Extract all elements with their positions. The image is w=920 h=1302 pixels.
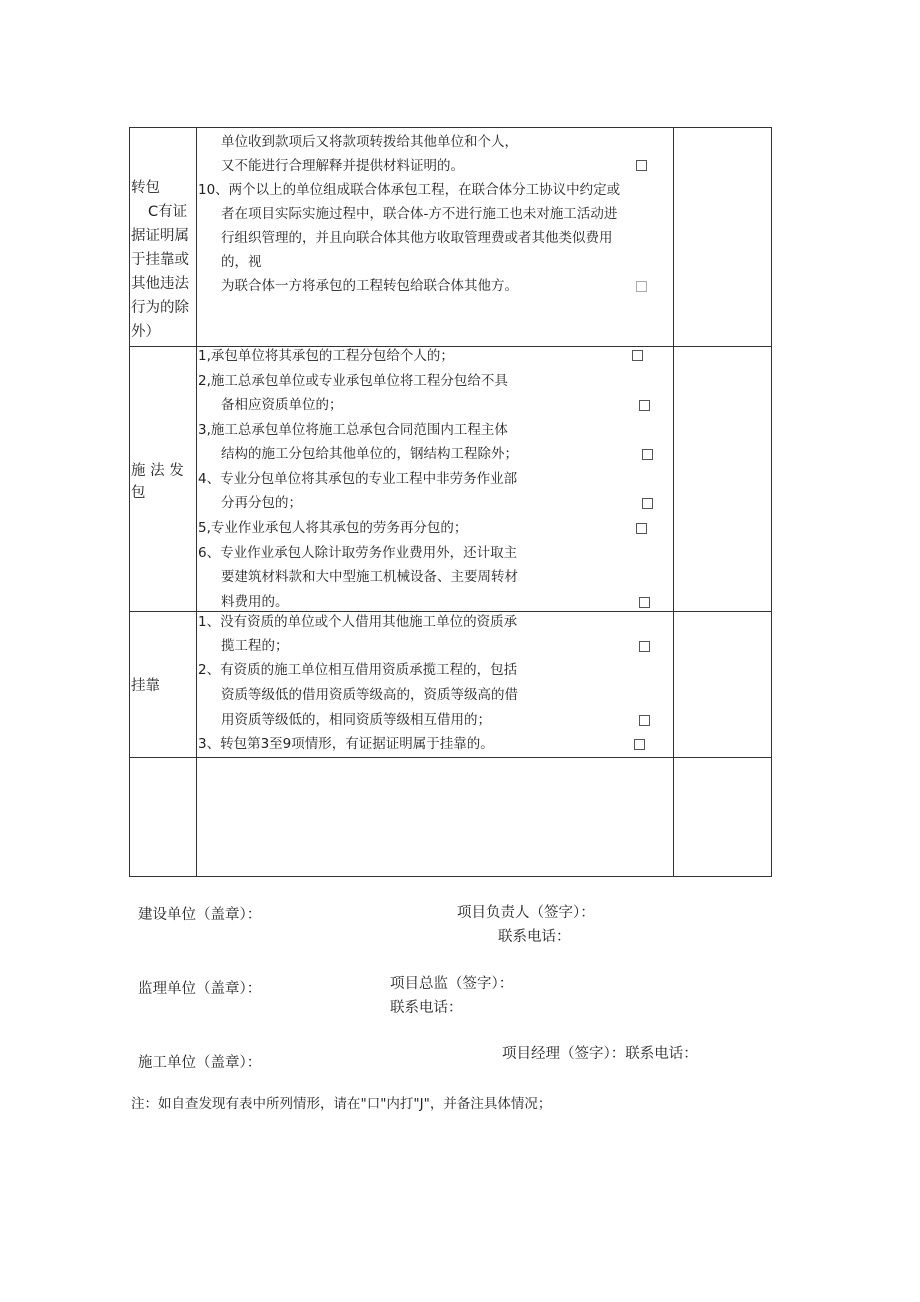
item-line: 3、转包第3至9项情形，有证据证明属于挂靠的。: [198, 736, 494, 752]
checkbox-weifa-5[interactable]: [636, 523, 647, 534]
label-line: 施 法 发: [131, 463, 184, 479]
row-divider-2: [130, 611, 771, 612]
item-line: 行组织管理的，并且向联合体其他方收取管理费或者其他类似费用: [221, 230, 613, 246]
footnote: 注：如自查发现有表中所列情形，请在"口"内打"J"，并备注具体情况；: [131, 1096, 552, 1112]
item-line: 资质等级低的借用资质等级高的，资质等级高的借: [221, 687, 518, 703]
label-line: 据证明属: [131, 228, 189, 244]
label-line: 于挂靠或: [131, 252, 189, 268]
label-line: 其他违法: [131, 276, 189, 292]
item-line: 揽工程的；: [221, 638, 289, 654]
contact-phone-1: 联系电话：: [498, 929, 571, 945]
column-divider-label: [196, 128, 197, 876]
project-manager-sign: 项目经理（签字）：联系电话：: [502, 1046, 698, 1062]
item-line: 10、两个以上的单位组成联合体承包工程，在联合体分工协议中约定或: [198, 182, 621, 198]
checkbox-weifa-3[interactable]: [642, 449, 653, 460]
checkbox-zhuanbao-10[interactable]: [636, 281, 647, 292]
item-line: 要建筑材料款和大中型施工机械设备、主要周转材: [221, 569, 518, 585]
item-line: 料费用的。: [221, 594, 289, 610]
checkbox-zhuanbao-9[interactable]: [636, 160, 647, 171]
item-line: 2、有资质的施工单位相互借用资质承揽工程的，包括: [198, 662, 518, 678]
item-line: 单位收到款项后又将款项转拨给其他单位和个人，: [221, 134, 518, 150]
item-line: 1,承包单位将其承包的工程分包给个人的；: [198, 348, 454, 364]
label-line: 包: [131, 485, 146, 501]
row-divider-1: [130, 346, 771, 347]
item-line: 为联合体一方将承包的工程转包给联合体其他方。: [221, 278, 518, 294]
item-line: 2,施工总承包单位或专业承包单位将工程分包给不具: [198, 373, 508, 389]
column-divider-remark: [673, 128, 674, 876]
shigong-unit-stamp: 施工单位（盖章）：: [138, 1055, 262, 1071]
row-divider-3: [130, 757, 771, 758]
checkbox-guakao-3[interactable]: [634, 739, 645, 750]
item-line: 1、没有资质的单位或个人借用其他施工单位的资质承: [198, 614, 518, 630]
checkbox-guakao-1[interactable]: [639, 641, 650, 652]
item-line: 者在项目实际实施过程中，联合体-方不进行施工也未对施工活动进: [221, 206, 618, 222]
chief-supervisor-sign: 项目总监（签字）：: [390, 976, 514, 992]
item-line: 6、专业作业承包人除计取劳务作业费用外，还计取主: [198, 545, 518, 561]
item-line: 分再分包的；: [221, 495, 302, 511]
contact-phone-2: 联系电话：: [390, 1000, 463, 1016]
item-line: 结构的施工分包给其他单位的，钢结构工程除外；: [221, 446, 518, 462]
item-line: 又不能进行合理解释并提供材料证明的。: [221, 158, 464, 174]
checkbox-guakao-2[interactable]: [639, 715, 650, 726]
label-line: 转包: [131, 180, 160, 196]
item-line: 5,专业作业承包人将其承包的劳务再分包的；: [198, 520, 468, 536]
item-line: 备相应资质单位的；: [221, 397, 343, 413]
label-line: 行为的除: [131, 300, 189, 316]
checkbox-weifa-2[interactable]: [639, 400, 650, 411]
item-line: 3,施工总承包单位将施工总承包合同范围内工程主体: [198, 422, 508, 438]
project-leader-sign: 项目负责人（签字）：: [457, 905, 595, 921]
checkbox-weifa-6[interactable]: [639, 597, 650, 608]
checkbox-weifa-1[interactable]: [632, 350, 643, 361]
item-line: 的，视: [221, 254, 262, 270]
item-line: 4、专业分包单位将其承包的专业工程中非劳务作业部: [198, 471, 518, 487]
jianli-unit-stamp: 监理单位（盖章）：: [138, 981, 262, 997]
label-line: 挂靠: [131, 678, 160, 694]
jianshe-unit-stamp: 建设单位（盖章）：: [138, 907, 262, 923]
label-line: 外）: [131, 324, 160, 340]
item-line: 用资质等级低的，相同资质等级相互借用的；: [221, 712, 491, 728]
checkbox-weifa-4[interactable]: [642, 498, 653, 509]
label-line: C有证: [148, 204, 188, 220]
